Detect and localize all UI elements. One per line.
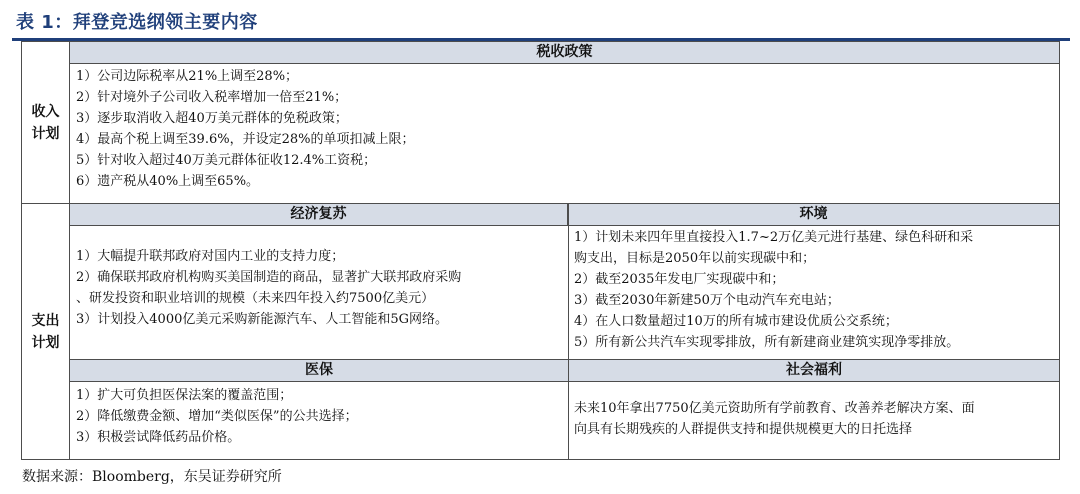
header-tax-policy: 税收政策 [70, 42, 1059, 64]
environment-list [574, 227, 1054, 353]
tax-policy-list [76, 66, 1046, 192]
list-item: 3）截至2030年新建50万个电动汽车充电站； [574, 293, 840, 308]
row-label-spending-text: 支出计划 [31, 312, 60, 351]
list-item: 1）公司边际税率从21%上调至28%； [76, 69, 299, 84]
list-item: 4）最高个税上调至39.6%，并设定28%的单项扣减上限； [76, 132, 415, 147]
policy-table [21, 41, 1060, 460]
economy-list [76, 246, 562, 330]
list-item: 未来10年拿出7750亿美元资助所有学前教育、改善养老解决方案、面 [574, 401, 975, 416]
list-item: 2）针对境外子公司收入税率增加一倍至21%； [76, 90, 348, 105]
list-item: 3）计划投入4000亿美元采购新能源汽车、人工智能和5G网络。 [76, 312, 449, 327]
column-divider [568, 204, 569, 459]
list-item: 2）降低缴费金额、增加“类似医保”的公共选择； [76, 409, 358, 424]
list-item: 2）截至2035年发电厂实现碳中和； [574, 272, 785, 287]
row-label-income [22, 42, 70, 203]
header-healthcare: 医保 [70, 360, 568, 382]
row-label-income-text: 收入计划 [31, 103, 60, 142]
list-item: 2）确保联邦政府机构购买美国制造的商品，显著扩大联邦政府采购 [76, 270, 462, 285]
list-item: 、研发投资和职业培训的规模（未来四年投入约7500亿美元） [76, 291, 435, 306]
environment-cell [574, 227, 1054, 359]
data-source: 数据来源：Bloomberg，东吴证券研究所 [22, 469, 282, 485]
welfare-cell [574, 398, 1054, 448]
list-item: 6）遗产税从40%上调至65%。 [76, 174, 260, 189]
list-item: 3）积极尝试降低药品价格。 [76, 430, 241, 445]
list-item: 购支出，目标是2050年以前实现碳中和； [574, 251, 816, 266]
row-label-spending [22, 204, 70, 459]
header-welfare: 社会福利 [569, 360, 1059, 382]
healthcare-cell [76, 385, 562, 457]
header-environment: 环境 [568, 204, 1059, 226]
list-item: 1）大幅提升联邦政府对国内工业的支持力度； [76, 249, 345, 264]
economy-cell [76, 246, 562, 356]
list-item: 向具有长期残疾的人群提供支持和提供规模更大的日托选择 [574, 422, 913, 437]
welfare-list [574, 398, 1054, 440]
list-item: 1）计划未来四年里直接投入1.7~2万亿美元进行基建、绿色科研和采 [574, 230, 974, 245]
healthcare-list [76, 385, 562, 448]
tax-policy-cell [76, 66, 1046, 201]
list-item: 5）所有新公共汽车实现零排放，所有新建商业建筑实现净零排放。 [574, 335, 960, 350]
list-item: 5）针对收入超过40万美元群体征收12.4%工资税； [76, 153, 377, 168]
list-item: 4）在人口数量超过10万的所有城市建设优质公交系统； [574, 314, 898, 329]
table-title: 表 1：拜登竞选纲领主要内容 [16, 12, 258, 33]
list-item: 3）逐步取消收入超40万美元群体的免税政策； [76, 111, 348, 126]
list-item: 1）扩大可负担医保法案的覆盖范围； [76, 388, 293, 403]
header-economy: 经济复苏 [70, 204, 568, 226]
